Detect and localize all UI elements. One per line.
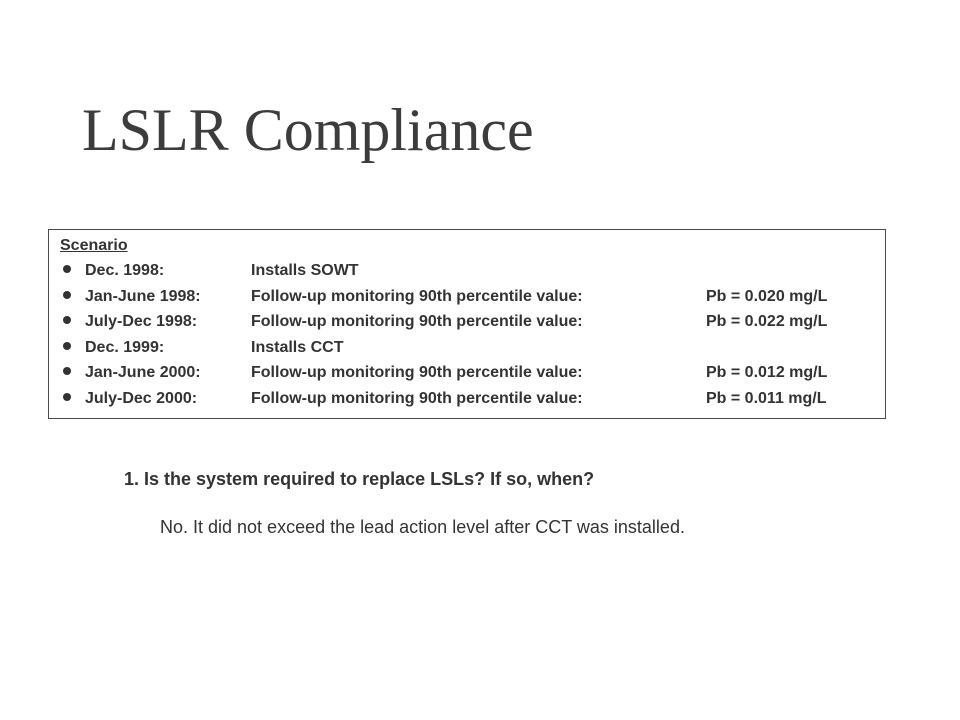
- scenario-item-date: Jan-June 1998:: [85, 287, 201, 305]
- slide-title: LSLR Compliance: [82, 97, 534, 163]
- scenario-box: [48, 229, 886, 419]
- answer-text: No. It did not exceed the lead action level after CCT was installed.: [160, 517, 685, 537]
- bullet-icon: [63, 367, 71, 375]
- scenario-item-value: Pb = 0.012 mg/L: [706, 364, 828, 382]
- bullet-icon: [63, 291, 71, 299]
- scenario-item-value: Pb = 0.011 mg/L: [706, 389, 827, 407]
- scenario-item-date: Dec. 1998:: [85, 262, 165, 279]
- scenario-item-description: Follow-up monitoring 90th percentile value:: [251, 313, 583, 331]
- scenario-item-description: Follow-up monitoring 90th percentile value:: [251, 287, 583, 305]
- scenario-item-date: Dec. 1999:: [85, 338, 165, 356]
- scenario-item-description: Follow-up monitoring 90th percentile value:: [251, 389, 583, 407]
- scenario-item-value: Pb = 0.020 mg/L: [706, 287, 828, 305]
- scenario-item-date: July-Dec 2000:: [85, 389, 198, 407]
- scenario-item-value: Pb = 0.022 mg/L: [706, 313, 828, 331]
- bullet-icon: [63, 316, 71, 324]
- scenario-item-description: Installs SOWT: [251, 262, 359, 279]
- scenario-item-description: Installs CCT: [251, 338, 344, 356]
- question-text: 1. Is the system required to replace LSLs? If so, when?: [124, 469, 595, 489]
- scenario-item-date: July-Dec 1998:: [85, 313, 198, 331]
- scenario-item-date: Jan-June 2000:: [85, 364, 201, 382]
- bullet-icon: [63, 393, 71, 401]
- scenario-item-description: Follow-up monitoring 90th percentile value:: [251, 364, 583, 382]
- bullet-icon: [63, 342, 71, 350]
- bullet-icon: [63, 265, 71, 273]
- scenario-heading: Scenario: [60, 237, 128, 254]
